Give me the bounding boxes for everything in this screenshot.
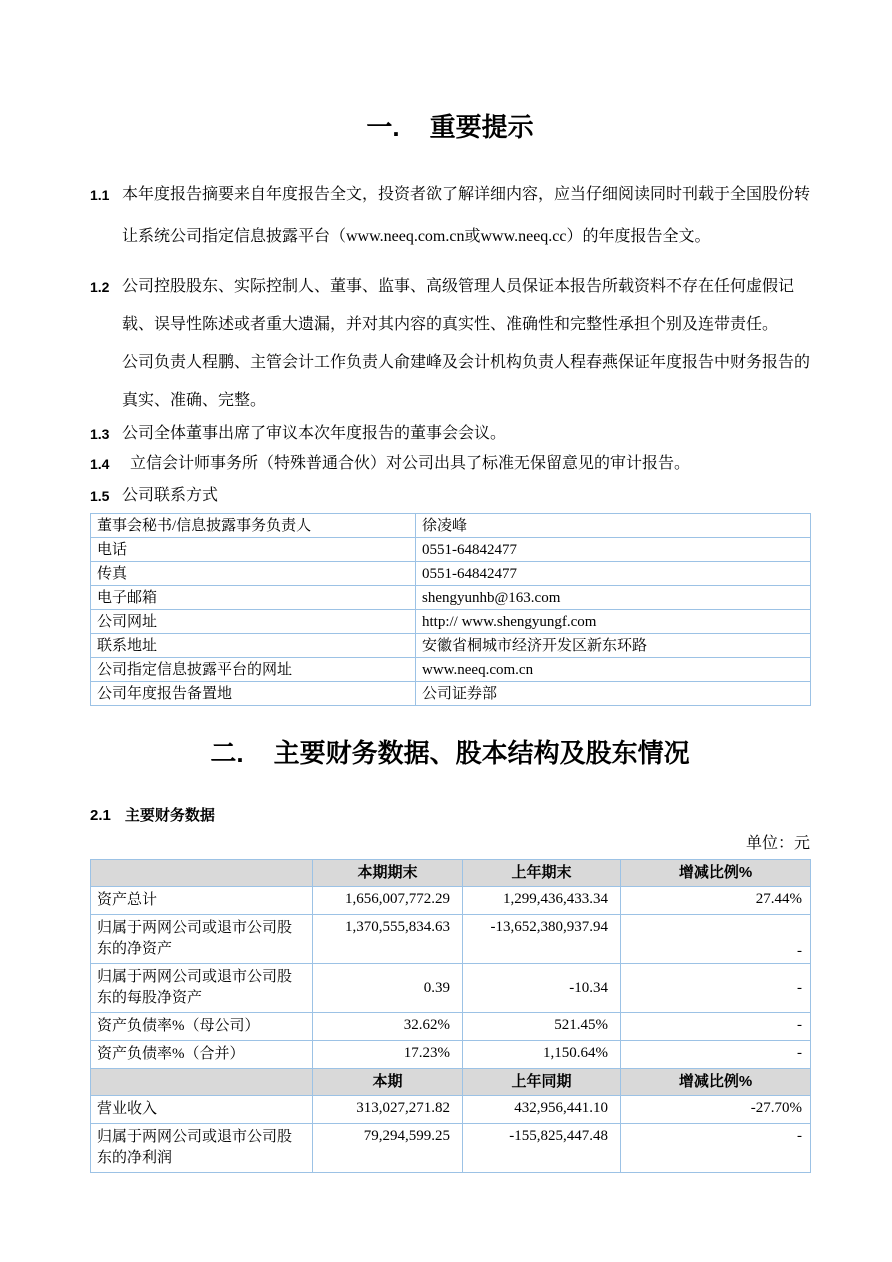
contact-label: 传真 [91, 562, 416, 586]
item-1-5-number: 1.5 [90, 488, 110, 504]
item-1-4 [90, 448, 810, 480]
paragraph: 立信会计师事务所（特殊普通合伙）对公司出具了标准无保留意见的审计报告。 [130, 455, 691, 472]
row-current-value: 32.62% [313, 1013, 463, 1041]
section2-title-text: 主要财务数据、股本结构及股东情况 [273, 738, 690, 768]
item-1-4-text [130, 448, 810, 480]
table-row [91, 658, 811, 682]
item-1-2 [90, 268, 810, 420]
row-prior-value: -13,652,380,937.94 [463, 915, 621, 964]
contact-label: 电子邮箱 [91, 586, 416, 610]
row-prior-value: -10.34 [463, 964, 621, 1013]
section2-title [90, 734, 810, 772]
item-1-5-text [122, 480, 810, 512]
item-1-3 [90, 420, 810, 448]
row-change-value: - [621, 964, 811, 1013]
table-row [91, 887, 811, 915]
contact-value: 公司证券部 [416, 682, 811, 706]
contact-label: 公司指定信息披露平台的网址 [91, 658, 416, 682]
row-current-value: 1,656,007,772.29 [313, 887, 463, 915]
table-header-row [91, 860, 811, 887]
table-row [91, 1124, 811, 1173]
subsection-2-1-heading [90, 806, 810, 826]
row-label: 资产负债率%（母公司） [91, 1013, 313, 1041]
page-content [90, 0, 810, 1173]
table-row [91, 514, 811, 538]
table-row [91, 586, 811, 610]
section1-title-text: 重要提示 [429, 112, 534, 142]
row-label: 归属于两网公司或退市公司股东的净利润 [91, 1124, 313, 1173]
row-current-value: 313,027,271.82 [313, 1096, 463, 1124]
subsection-2-1-number: 2.1 [90, 807, 111, 824]
section1-title [90, 108, 810, 146]
row-change-value: - [621, 915, 811, 964]
contact-value: 0551-64842477 [416, 562, 811, 586]
contact-label: 联系地址 [91, 634, 416, 658]
header-change-ratio: 增减比例% [621, 1069, 811, 1096]
item-1-1 [90, 174, 810, 258]
row-label: 归属于两网公司或退市公司股东的净资产 [91, 915, 313, 964]
table-row [91, 1041, 811, 1069]
table-row [91, 1096, 811, 1124]
paragraph: 公司负责人程鹏、主管会计工作负责人俞建峰及会计机构负责人程春燕保证年度报告中财务报告的真实、准确、完整。 [122, 354, 811, 409]
table-row [91, 610, 811, 634]
row-change-value: 27.44% [621, 887, 811, 915]
item-1-1-number: 1.1 [90, 187, 110, 203]
header-prior-period: 上年同期 [463, 1069, 621, 1096]
row-label: 资产负债率%（合并） [91, 1041, 313, 1069]
item-1-4-number: 1.4 [90, 456, 110, 472]
paragraph: 本年度报告摘要来自年度报告全文，投资者欲了解详细内容，应当仔细阅读同时刊载于全国股份转让系统公司指定信息披露平台（www.neeq.com.cn或www.neeq.cc）的年度报告全文。 [122, 186, 811, 245]
item-1-3-number: 1.3 [90, 426, 110, 442]
contact-value: 0551-64842477 [416, 538, 811, 562]
item-1-5 [90, 480, 810, 512]
item-1-3-text [122, 420, 810, 448]
header-current-period: 本期 [313, 1069, 463, 1096]
item-1-2-number: 1.2 [90, 279, 110, 295]
header-blank [91, 860, 313, 887]
header-blank [91, 1069, 313, 1096]
section1-title-number: 一. [366, 112, 400, 142]
financial-table [90, 859, 811, 1173]
contact-table [90, 513, 811, 706]
header-current-period-end: 本期期末 [313, 860, 463, 887]
table-row [91, 562, 811, 586]
table-row [91, 682, 811, 706]
row-prior-value: 1,150.64% [463, 1041, 621, 1069]
row-prior-value: 432,956,441.10 [463, 1096, 621, 1124]
table-row [91, 964, 811, 1013]
row-prior-value: 1,299,436,433.34 [463, 887, 621, 915]
row-change-value: - [621, 1041, 811, 1069]
contact-value: 安徽省桐城市经济开发区新东环路 [416, 634, 811, 658]
subsection-2-1-title: 主要财务数据 [124, 807, 215, 824]
header-prior-period-end: 上年期末 [463, 860, 621, 887]
row-change-value: - [621, 1013, 811, 1041]
contact-label: 公司年度报告备置地 [91, 682, 416, 706]
row-change-value: - [621, 1124, 811, 1173]
row-change-value: -27.70% [621, 1096, 811, 1124]
row-label: 资产总计 [91, 887, 313, 915]
paragraph: 公司控股股东、实际控制人、董事、监事、高级管理人员保证本报告所载资料不存在任何虚假记载、误导性陈述或者重大遗漏，并对其内容的真实性、准确性和完整性承担个别及连带责任。 [122, 278, 795, 333]
row-current-value: 79,294,599.25 [313, 1124, 463, 1173]
row-current-value: 1,370,555,834.63 [313, 915, 463, 964]
contact-label: 董事会秘书/信息披露事务负责人 [91, 514, 416, 538]
item-1-2-text [122, 268, 810, 420]
unit-label: 单位：元 [745, 835, 810, 852]
contact-value: 徐凌峰 [416, 514, 811, 538]
contact-value: www.neeq.com.cn [416, 658, 811, 682]
paragraph: 公司联系方式 [122, 487, 219, 504]
table-row [91, 1013, 811, 1041]
contact-label: 公司网址 [91, 610, 416, 634]
row-prior-value: 521.45% [463, 1013, 621, 1041]
row-label: 归属于两网公司或退市公司股东的每股净资产 [91, 964, 313, 1013]
table-header-row [91, 1069, 811, 1096]
row-label: 营业收入 [91, 1096, 313, 1124]
section2-title-number: 二. [210, 738, 244, 768]
table-row [91, 915, 811, 964]
contact-value: shengyunhb@163.com [416, 586, 811, 610]
contact-value: http:// www.shengyungf.com [416, 610, 811, 634]
paragraph: 公司全体董事出席了审议本次年度报告的董事会会议。 [122, 425, 507, 442]
table-row [91, 538, 811, 562]
item-1-1-text [122, 174, 810, 258]
header-change-ratio: 增减比例% [621, 860, 811, 887]
table-row [91, 634, 811, 658]
row-prior-value: -155,825,447.48 [463, 1124, 621, 1173]
row-current-value: 0.39 [313, 964, 463, 1013]
row-current-value: 17.23% [313, 1041, 463, 1069]
contact-label: 电话 [91, 538, 416, 562]
